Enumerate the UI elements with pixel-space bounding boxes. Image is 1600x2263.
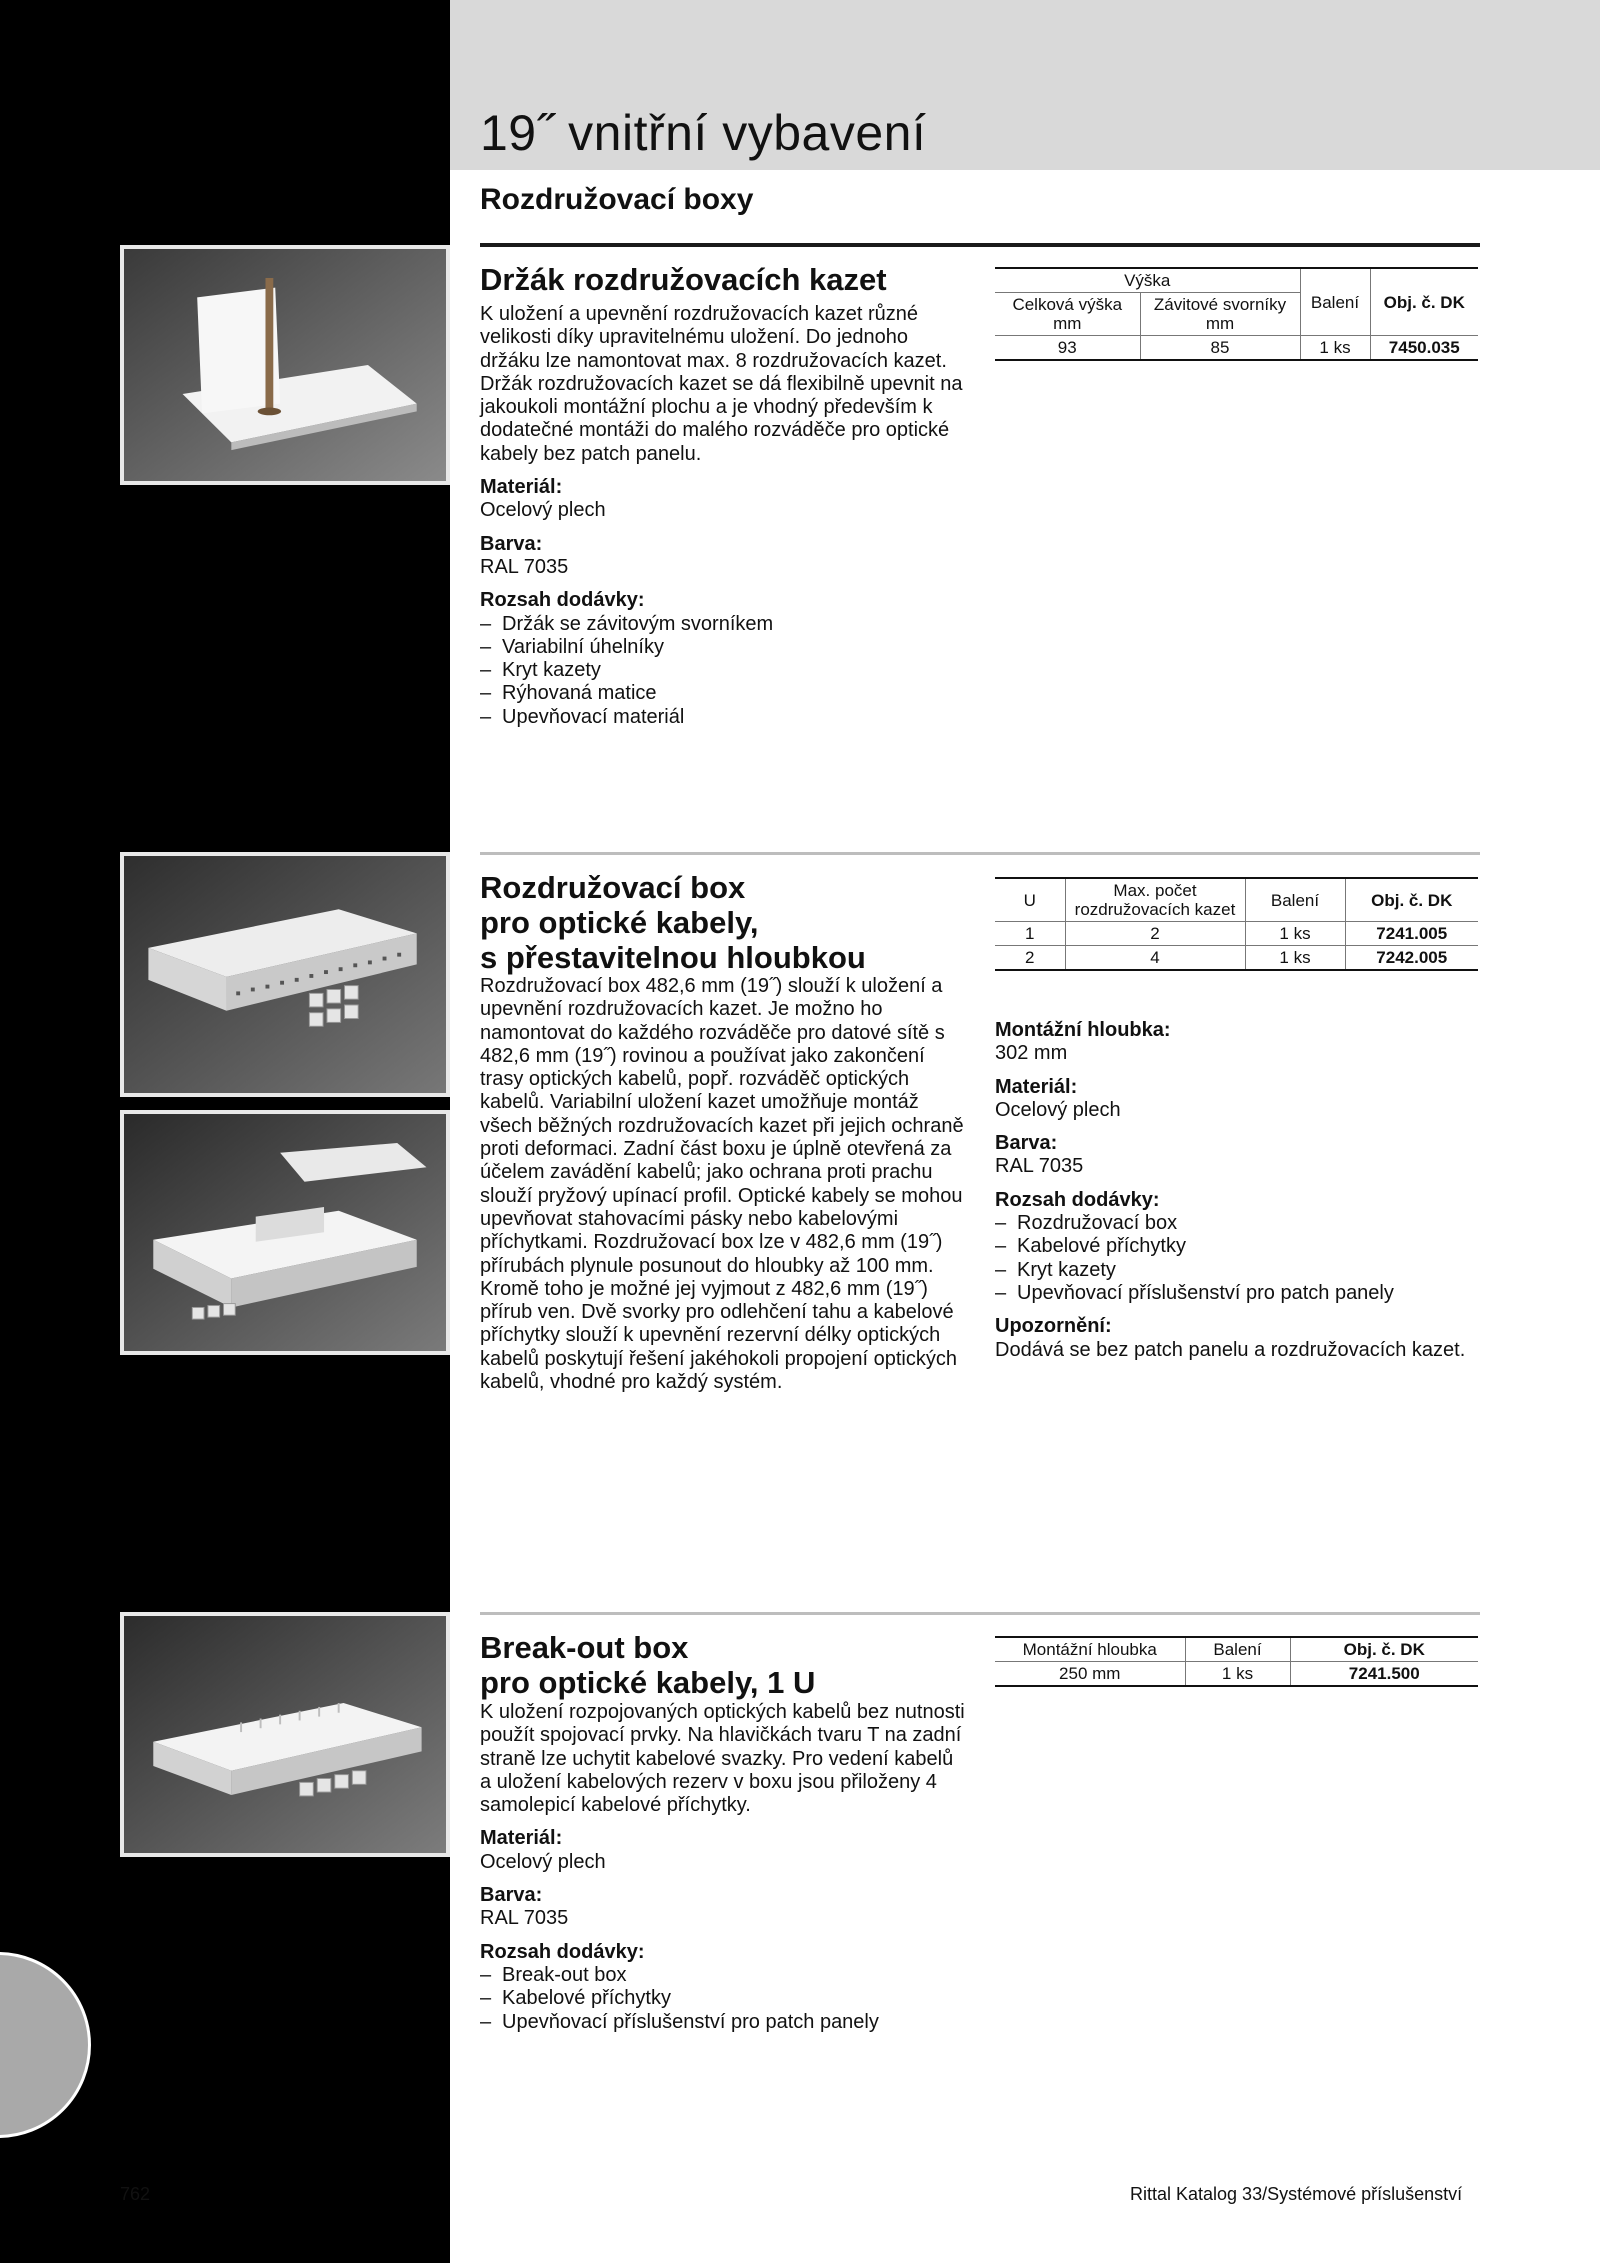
scope-item: – Rýhovaná matice: [480, 682, 965, 705]
table-group-header: Výška: [995, 268, 1300, 293]
title-line: Break-out box: [480, 1630, 689, 1665]
scope-item: – Kabelové příchytky: [995, 1235, 1475, 1258]
page-title: 19˝ vnitřní vybavení: [480, 105, 927, 161]
material-value: Ocelový plech: [480, 499, 606, 522]
title-line: pro optické kabely,: [480, 905, 759, 940]
product-text-cassette-holder: [480, 303, 965, 729]
table-cell: 250 mm: [995, 1662, 1185, 1687]
material-label: Materiál:: [480, 476, 563, 499]
color-value: RAL 7035: [480, 1907, 569, 1930]
scope-item: – Upevňovací příslušenství pro patch panely: [995, 1282, 1475, 1305]
color-label: Barva:: [480, 532, 543, 555]
catalog-reference: Rittal Katalog 33/Systémové příslušenství: [1130, 2184, 1463, 2204]
table-row: [995, 1662, 1478, 1687]
title-line: pro optické kabely, 1 U: [480, 1665, 816, 1700]
scope-label: Rozsah dodávky:: [480, 1940, 645, 1963]
scope-item: – Držák se závitovým svorníkem: [480, 613, 965, 636]
product-title-cassette-holder: [480, 262, 887, 297]
color-value: RAL 7035: [995, 1155, 1084, 1178]
table-cell-order-number: 7450.035: [1370, 336, 1478, 361]
table-row: [995, 946, 1478, 971]
table-row: [995, 922, 1478, 946]
table-cell: 93: [995, 336, 1140, 361]
scope-item: – Kabelové příchytky: [480, 1987, 965, 2010]
table-header: Obj. č. DK: [1290, 1637, 1478, 1662]
scope-item: – Upevňovací materiál: [480, 706, 965, 729]
product-title-splice-box: [480, 870, 866, 975]
product-divider: [480, 852, 1480, 855]
scope-list: [480, 613, 965, 729]
table-header: Celková výška mm: [995, 293, 1140, 336]
color-label: Barva:: [995, 1132, 1058, 1155]
depth-value: 302 mm: [995, 1042, 1068, 1065]
table-header: Max. počet rozdružovacích kazet: [1065, 878, 1245, 922]
note-label: Upozornění:: [995, 1315, 1112, 1338]
spec-table-break-out-box: [995, 1636, 1478, 1687]
material-value: Ocelový plech: [480, 1850, 606, 1873]
scope-item: – Variabilní úhelníky: [480, 636, 965, 659]
table-cell-order-number: 7241.500: [1290, 1662, 1478, 1687]
title-line: s přestavitelnou hloubkou: [480, 940, 866, 975]
table-cell: 2: [1065, 922, 1245, 946]
page-number: 762: [120, 2184, 151, 2204]
table-cell: 1 ks: [1245, 922, 1345, 946]
scope-item: – Kryt kazety: [480, 659, 965, 682]
scope-label: Rozsah dodávky:: [995, 1188, 1160, 1211]
product-description-splice-box: [480, 975, 965, 1394]
table-header: Závitové svorníky mm: [1140, 293, 1300, 336]
table-header: Balení: [1245, 878, 1345, 922]
product-photo-splice-box-open: [120, 1110, 450, 1355]
table-cell: 1 ks: [1245, 946, 1345, 971]
product-text-break-out-box: [480, 1701, 965, 2034]
scope-label: Rozsah dodávky:: [480, 589, 645, 612]
scope-item: – Upevňovací příslušenství pro patch panely: [480, 2011, 965, 2034]
color-label: Barva:: [480, 1884, 543, 1907]
color-value: RAL 7035: [480, 555, 569, 578]
product-description: K uložení rozpojovaných optických kabelů bez nutnosti použít spojovací prvky. Na hlavičkách tvaru T na zadní straně lze uchytit kabelové svazky. Pro vedení kabelů a uložení kabelových rezerv v boxu jsou přiloženy 4 samolepicí kabelové příchytky.: [480, 1701, 965, 1817]
table-header: Obj. č. DK: [1370, 268, 1478, 336]
spec-table-splice-box: [995, 877, 1478, 971]
scope-item: – Break-out box: [480, 1964, 965, 1987]
scope-item: – Kryt kazety: [995, 1259, 1475, 1282]
section-divider: [480, 243, 1480, 247]
table-cell: 4: [1065, 946, 1245, 971]
product-photo-break-out-box: [120, 1612, 450, 1857]
scope-list: [995, 1212, 1475, 1305]
material-value: Ocelový plech: [995, 1098, 1121, 1121]
table-cell: 2: [995, 946, 1065, 971]
spec-table-cassette-holder: [995, 267, 1478, 361]
table-cell: 1 ks: [1185, 1662, 1290, 1687]
product-specs-splice-box: [995, 1019, 1475, 1362]
product-divider: [480, 1612, 1480, 1615]
table-row: [995, 336, 1478, 361]
product-photo-cassette-holder: [120, 245, 450, 485]
table-header: U: [995, 878, 1065, 922]
product-description: K uložení a upevnění rozdružovacích kazet různé velikosti díky upravitelnému uložení. Do jednoho držáku lze namontovat max. 8 rozdružovacích kazet. Držák rozdružovacích kazet se dá flexibilně upevnit na jakoukoli montážní plochu a je vhodný především k dodatečné montáži do malého rozváděče pro optické kabely bez patch panelu.: [480, 303, 963, 465]
material-label: Materiál:: [480, 1827, 563, 1850]
table-cell-order-number: 7242.005: [1345, 946, 1478, 971]
material-label: Materiál:: [995, 1075, 1078, 1098]
table-header: Montážní hloubka: [995, 1637, 1185, 1662]
title-line: Držák rozdružovacích kazet: [480, 262, 887, 297]
note-value: Dodává se bez patch panelu a rozdružovacích kazet.: [995, 1338, 1466, 1361]
table-header: Balení: [1300, 268, 1370, 336]
table-header: Obj. č. DK: [1345, 878, 1478, 922]
table-cell: 85: [1140, 336, 1300, 361]
table-cell-order-number: 7241.005: [1345, 922, 1478, 946]
table-cell: 1 ks: [1300, 336, 1370, 361]
product-photo-splice-box-closed: [120, 852, 450, 1097]
section-title: Rozdružovací boxy: [480, 183, 754, 216]
scope-list: [480, 1964, 965, 2034]
table-header: Balení: [1185, 1637, 1290, 1662]
title-line: Rozdružovací box: [480, 870, 746, 905]
product-description: Rozdružovací box 482,6 mm (19˝) slouží k uložení a upevnění rozdružovacích kazet. Je možno ho namontovat do každého rozváděče pro datové sítě s 482,6 mm (19˝) rovinou a používat jako zakončení trasy optických kabelů, popř. rozváděč optických kabelů. Variabilní uložení kazet umožňuje montáž všech běžných rozdružovacích kazet při jejich ochraně proti deformaci. Zadní část boxu je úplně otevřená za účelem zavádění kabelů; jako ochrana proti prachu slouží pryžový upínací profil. Optické kabely se mohou upevňovat stahovacími pásky nebo kabelovými příchytkami. Rozdružovací box lze v 482,6 mm (19˝) přírubách plynule posunout do hloubky až 100 mm. Kromě toho je možné jej vyjmout z 482,6 mm (19˝) přírub ven. Dvě svorky pro odlehčení tahu a kabelové příchytky slouží k upevnění rezervní délky optických kabelů poskytují řešení jakéhokoli propojení optických kabelů, vhodné pro každý systém.: [480, 975, 964, 1394]
product-title-break-out-box: [480, 1630, 815, 1700]
table-cell: 1: [995, 922, 1065, 946]
depth-label: Montážní hloubka:: [995, 1019, 1171, 1041]
scope-item: – Rozdružovací box: [995, 1212, 1475, 1235]
